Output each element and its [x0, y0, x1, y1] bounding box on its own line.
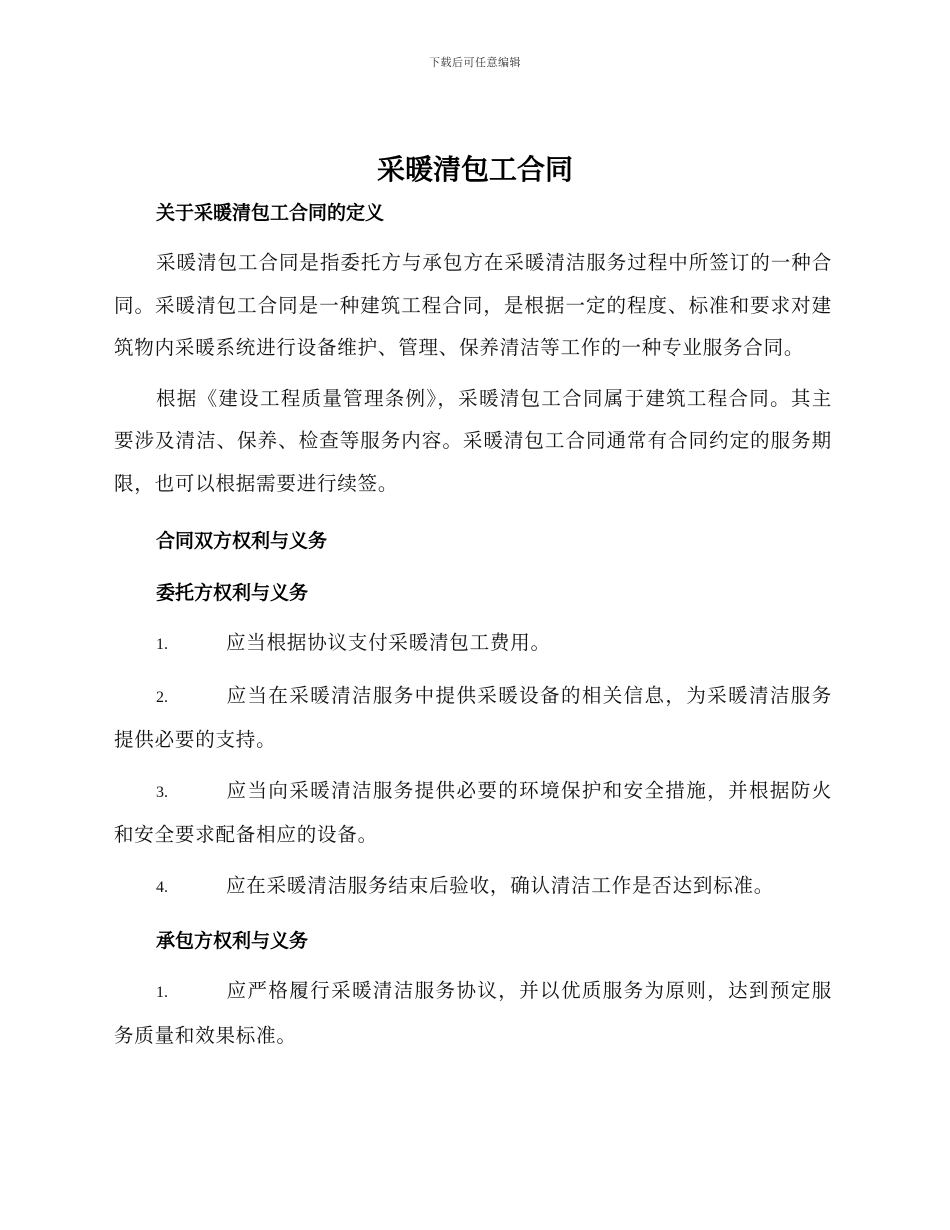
- document-title: 采暖清包工合同: [376, 153, 573, 186]
- list-item-text: 应当向采暖清洁服务提供必要的环境保护和安全措施，并根据防火和安全要求配备相应的设备。: [114, 778, 832, 846]
- subheading-client: 委托方权利与义务: [156, 582, 309, 604]
- list-item-number: 4.: [156, 878, 168, 896]
- list-item-number: 2.: [156, 688, 168, 706]
- list-item: [114, 675, 832, 762]
- list-item: [114, 970, 832, 1057]
- document-body: [114, 196, 832, 1057]
- subheading-contractor: 承包方权利与义务: [156, 930, 309, 952]
- section-heading-rights: 合同双方权利与义务: [156, 530, 328, 552]
- header-note: 下载后可任意编辑: [429, 56, 521, 69]
- paragraph-regulation: 根据《建设工程质量管理条例》，采暖清包工合同属于建筑工程合同。其主要涉及清洁、保养、检查等服务内容。采暖清包工合同通常有合同约定的服务期限，也可以根据需要进行续签。: [114, 386, 832, 495]
- list-item-text: 应在采暖清洁服务结束后验收，确认清洁工作是否达到标准。: [226, 873, 775, 897]
- section-heading-definition: 关于采暖清包工合同的定义: [156, 202, 385, 224]
- list-item-text: 应当在采暖清洁服务中提供采暖设备的相关信息，为采暖清洁服务提供必要的支持。: [114, 683, 832, 751]
- list-item-number: 1.: [156, 984, 168, 1001]
- list-item-number: 1.: [156, 636, 168, 653]
- list-item-text: 应严格履行采暖清洁服务协议，并以优质服务为原则，达到预定服务质量和效果标准。: [114, 979, 832, 1047]
- list-item: [114, 865, 832, 910]
- list-item-number: 3.: [156, 783, 168, 801]
- paragraph-definition: 采暖清包工合同是指委托方与承包方在采暖清洁服务过程中所签订的一种合同。采暖清包工合同是一种建筑工程合同，是根据一定的程度、标准和要求对建筑物内采暖系统进行设备维护、管理、保养清洁等工作的一种专业服务合同。: [114, 251, 832, 359]
- list-item: [114, 770, 832, 857]
- list-item-text: 应当根据协议支付采暖清包工费用。: [226, 631, 551, 654]
- list-item: [114, 622, 832, 667]
